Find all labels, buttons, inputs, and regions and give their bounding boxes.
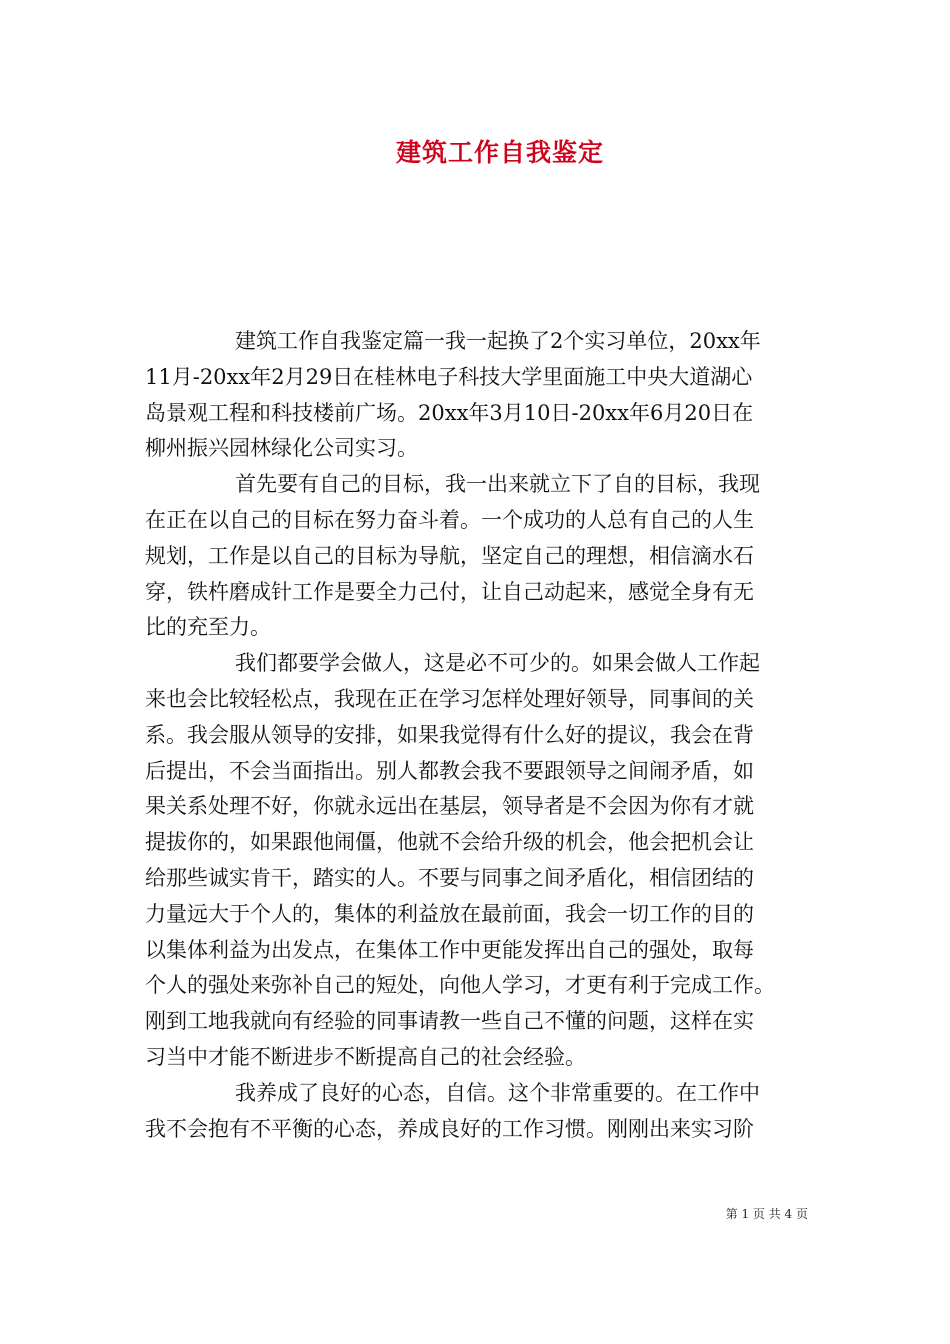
paragraph-1-line-3: 岛景观工程和科技楼前广场。20xx年3月10日-20xx年6月20日在 [145, 400, 754, 425]
document-body [145, 324, 807, 1147]
paragraph-4-line-2: 我不会抱有不平衡的心态，养成良好的工作习惯。刚刚出来实习阶 [145, 1116, 754, 1141]
paragraph-3-line-1: 我们都要学会做人，这是必不可少的。如果会做人工作起 [235, 651, 760, 676]
paragraph-3-line-6: 提拔你的，如果跟他闹僵，他就不会给升级的机会，他会把机会让 [145, 830, 754, 855]
paragraph-3-line-9: 以集体利益为出发点，在集体工作中更能发挥出自己的强处，取每 [145, 937, 754, 962]
paragraph-3-line-5: 果关系处理不好，你就永远出在基层，领导者是不会因为你有才就 [145, 794, 754, 819]
paragraph-3-line-8: 力量远大于个人的，集体的利益放在最前面，我会一切工作的目的 [145, 901, 754, 926]
paragraph-3-line-11: 刚到工地我就向有经验的同事请教一些自己不懂的问题，这样在实 [145, 1009, 754, 1034]
document-title: 建筑工作自我鉴定 [395, 138, 604, 167]
paragraph-2-line-3: 规划，工作是以自己的目标为导航，坚定自己的理想，相信滴水石 [145, 543, 754, 568]
paragraph-3-line-12: 习当中才能不断进步不断提高自己的社会经验。 [145, 1044, 586, 1069]
paragraph-1-line-2: 11月-20xx年2月29日在桂林电子科技大学里面施工中央大道湖心 [145, 364, 753, 389]
paragraph-3-line-7: 给那些诚实肯干，踏实的人。不要与同事之间矛盾化，相信团结的 [145, 865, 754, 890]
paragraph-1-line-4: 柳州振兴园林绿化公司实习。 [145, 436, 418, 461]
page-number-footer: 第 1 页 共 4 页 [725, 1207, 808, 1221]
paragraph-1-line-1: 建筑工作自我鉴定篇一我一起换了2个实习单位，20xx年 [235, 329, 761, 353]
paragraph-3-line-10: 个人的强处来弥补自己的短处，向他人学习，才更有利于完成工作。 [145, 973, 775, 998]
paragraph-3-line-3: 系。我会服从领导的安排，如果我觉得有什么好的提议，我会在背 [145, 722, 754, 747]
paragraph-2-line-2: 在正在以自己的目标在努力奋斗着。一个成功的人总有自己的人生 [145, 507, 754, 532]
paragraph-4-line-1: 我养成了良好的心态，自信。这个非常重要的。在工作中 [235, 1080, 760, 1105]
paragraph-2-line-4: 穿，铁杵磨成针工作是要全力己付，让自己动起来，感觉全身有无 [145, 579, 754, 604]
paragraph-2-line-1: 首先要有自己的目标，我一出来就立下了自的目标，我现 [235, 472, 760, 497]
paragraph-3-line-2: 来也会比较轻松点，我现在正在学习怎样处理好领导，同事间的关 [145, 686, 754, 711]
paragraph-2-line-5: 比的充至力。 [145, 615, 271, 640]
paragraph-3-line-4: 后提出，不会当面指出。别人都教会我不要跟领导之间闹矛盾，如 [145, 758, 754, 783]
